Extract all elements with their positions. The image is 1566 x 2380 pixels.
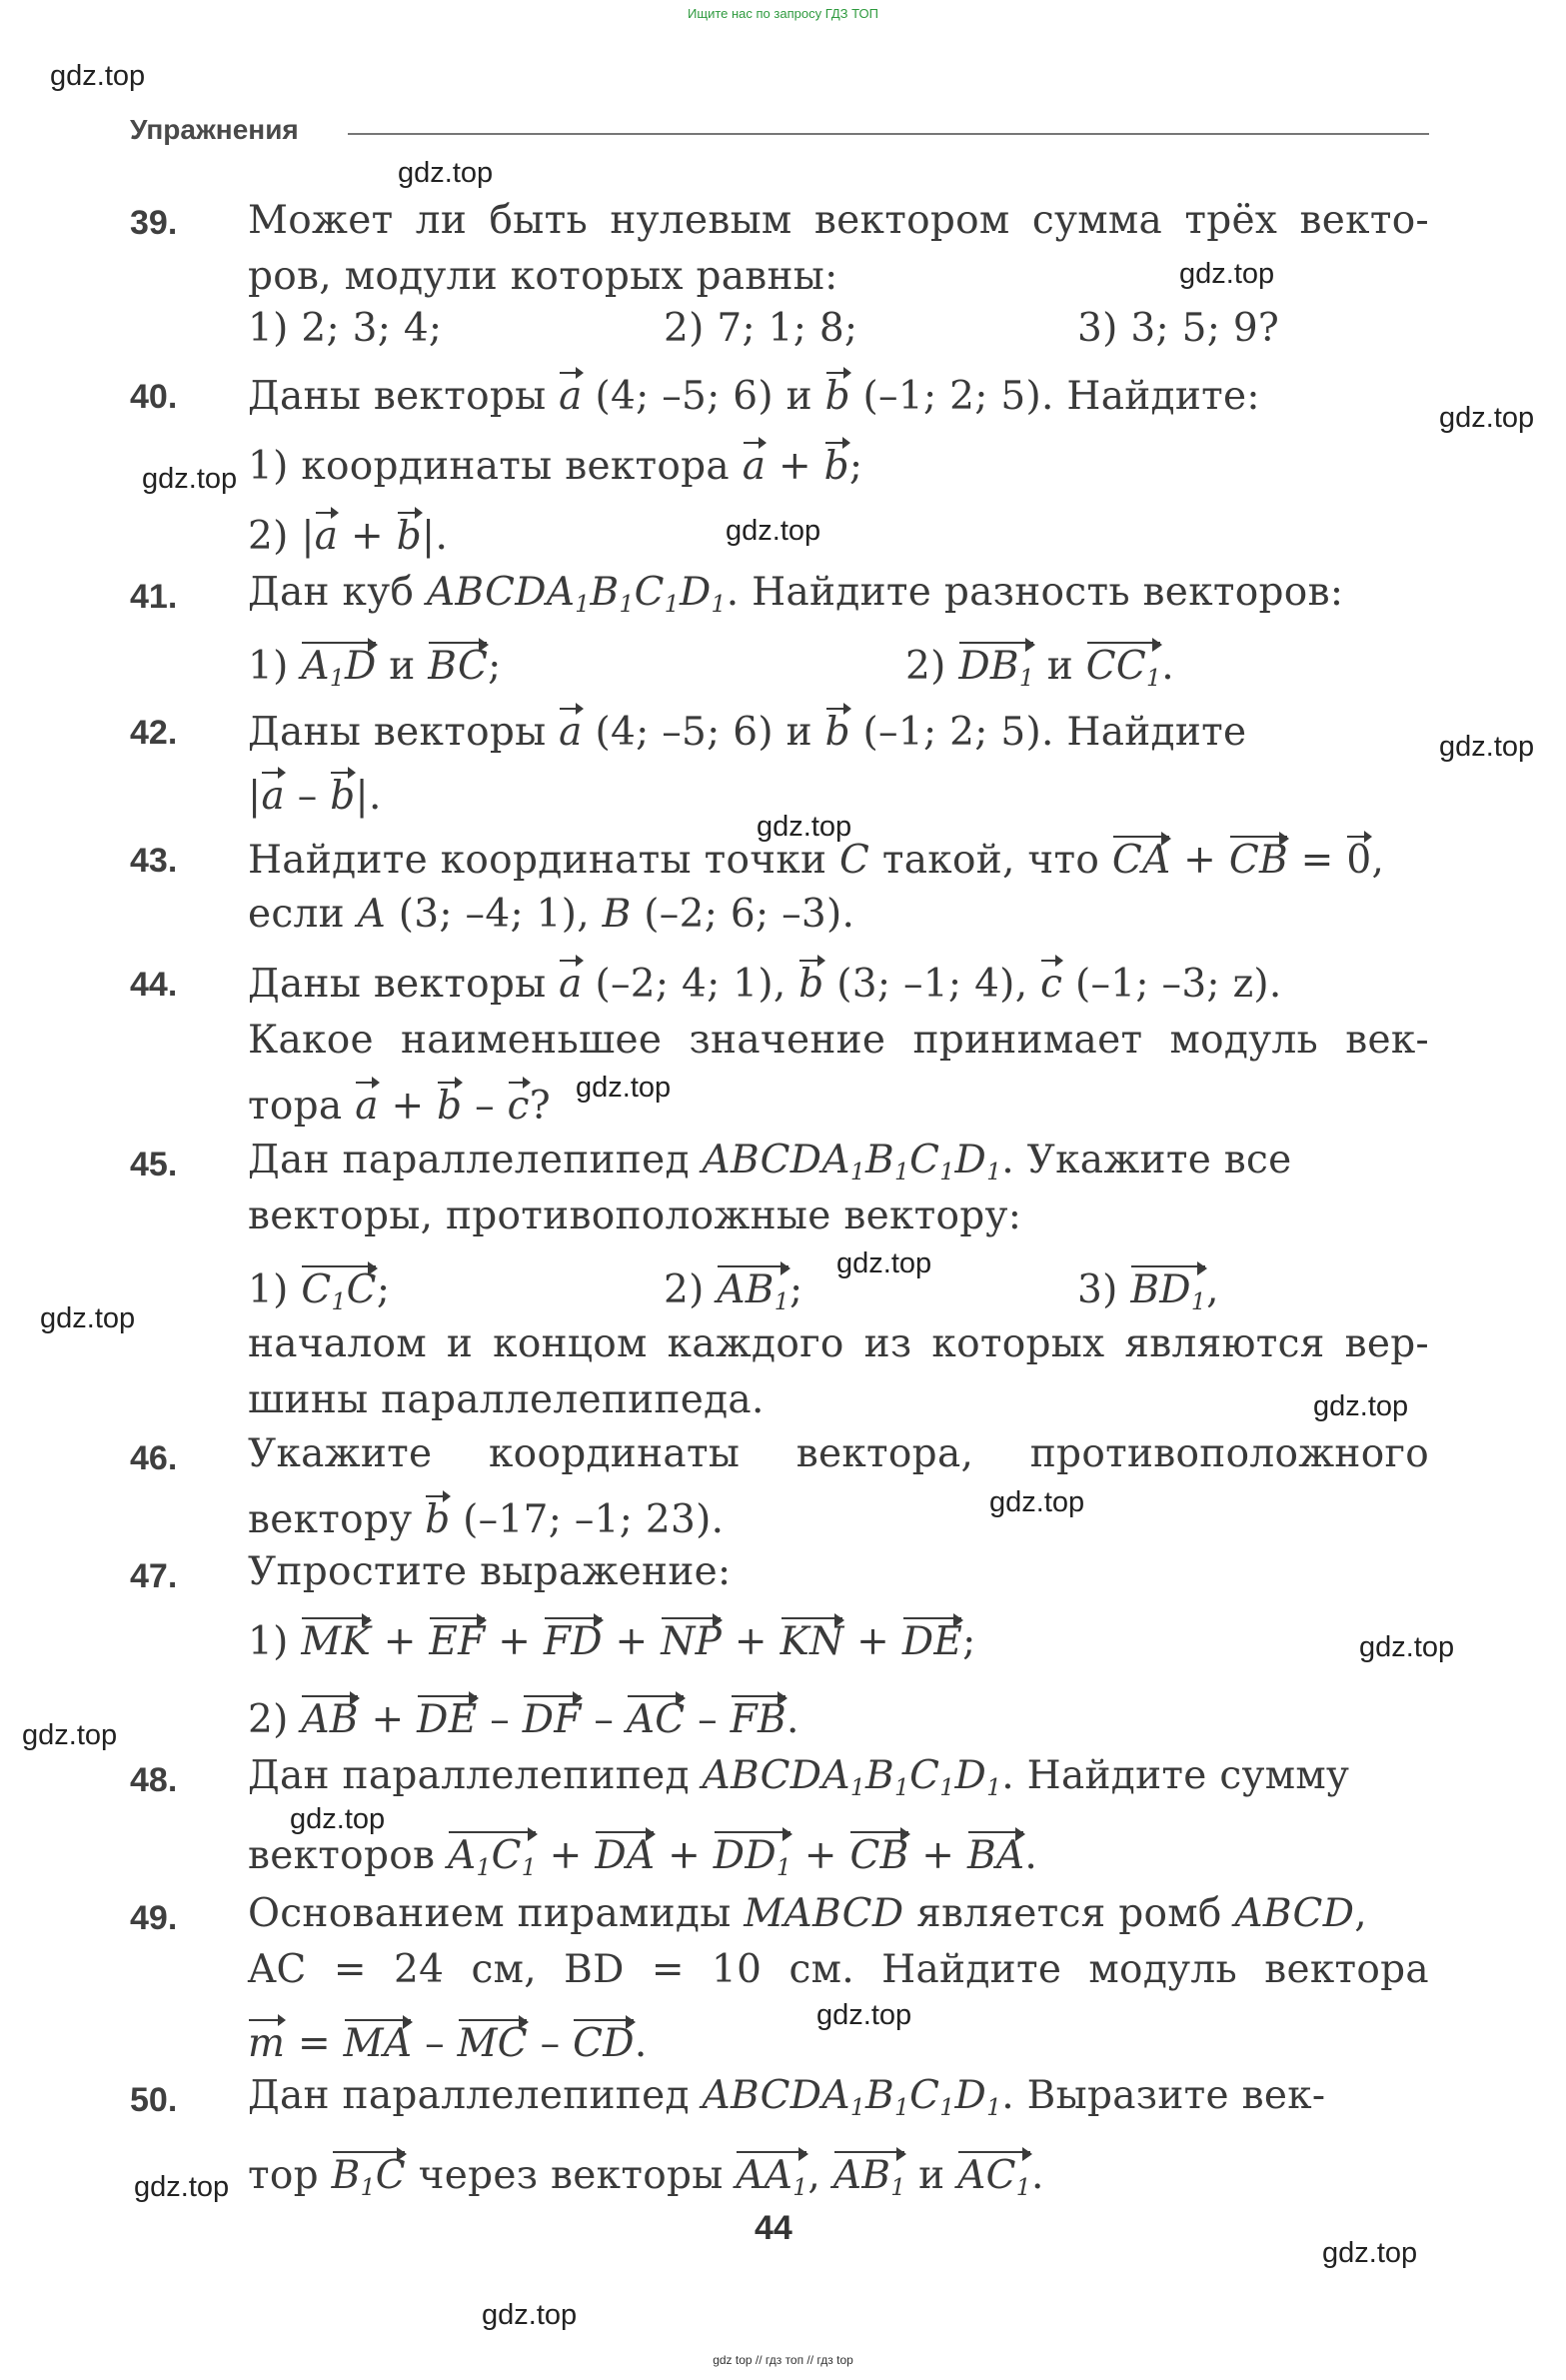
exercise-text [248,1753,1349,1810]
text: 2) [248,514,289,559]
text: Дан параллелепипед [248,1138,690,1183]
text: (–1; –3; z). [1074,962,1282,1007]
vector-a: a [559,370,583,420]
text: 1) [248,1267,289,1312]
text: такой, что [881,838,1100,883]
exercise-text: векторы, противоположные вектору: [248,1193,1022,1238]
option: 2) 7; 1; 8; [664,306,858,351]
text: Даны векторы [248,962,547,1007]
exercise-number: 48. [130,1761,178,1799]
watermark: gdz.top [1359,1631,1455,1663]
exercise-number: 46. [130,1439,178,1477]
text: (4; –5; 6) и [595,374,812,419]
exercise-number: 49. [130,1899,178,1937]
exercise-number: 39. [130,204,178,242]
point: C [839,838,870,883]
watermark: gdz.top [290,1803,386,1835]
exercise-text: Основанием пирамиды MABCD является ромб ABCD, [248,1891,1367,1936]
exercise-text [248,370,1260,420]
vector: $C_1C$ [301,1263,376,1324]
watermark: gdz.top [134,2171,230,2203]
exercise-text: шины параллелепипеда. [248,1377,765,1422]
vector-b: b [824,440,849,490]
exercise-text [248,570,1343,627]
exercise-text [248,1493,724,1543]
watermark: gdz.top [726,515,821,547]
option: 2) AB + DE – DF – AC – FB. [248,1693,799,1743]
text: Даны векторы [248,710,547,755]
watermark: gdz.top [22,1719,118,1751]
exercise-text: AC = 24 см, BD = 10 см. Найдите модуль вектора [248,1947,1429,1992]
section-title: Упражнения [130,114,299,145]
bottom-banner: gdz top // гдз топ // гдз top [713,2353,853,2367]
text: 1) [248,1619,289,1664]
vector-c: c [1040,958,1062,1008]
modulus: |a – b| [248,774,369,819]
watermark: gdz.top [576,1072,672,1104]
watermark: gdz.top [398,157,494,189]
vector-a: a [559,958,583,1008]
watermark: gdz.top [1439,402,1535,434]
text: 2) [248,1697,289,1742]
option: 1) $A_1D$ и BC; [248,640,502,701]
text: если [248,892,345,937]
exercise-text: m = MA – MC – CD. [248,2017,648,2067]
text: Дан параллелепипед [248,2073,690,2118]
text: тора [248,1084,343,1129]
text: 3) [1077,1267,1118,1312]
option: 2) $DB_1$ и $CC_1$. [905,640,1174,701]
watermark: gdz.top [142,463,238,495]
option: 1) 2; 3; 4; [248,306,443,351]
exercise-text: началом и концом каждого из которых являются вер- [248,1321,1429,1366]
exercise-number: 43. [130,842,178,880]
vector: BC [428,640,488,690]
figure-name: $ABCDA_1B_1C_1D_1$ [702,1753,1002,1802]
modulus: |a + b| [301,514,435,559]
vector: $CC_1$ [1086,640,1161,701]
watermark: gdz.top [836,1247,932,1279]
text: и [389,644,416,689]
exercise-text [248,1138,1292,1194]
exercise-number: 47. [130,1557,178,1595]
exercise-text: векторов $A_1C_1$ + DA + $DD_1$ + CB + BA. [248,1829,1037,1890]
figure-name: $ABCDA_1B_1C_1D_1$ [702,2073,1002,2122]
vector-b: b [825,706,850,756]
exercise-number: 40. [130,378,178,416]
page-number: 44 [755,2209,792,2247]
text: (–1; 2; 5). Найдите [862,710,1247,755]
text: является ромб [916,1891,1222,1936]
text: . Найдите разность векторов: [726,570,1344,615]
exercise-number: 50. [130,2081,178,2119]
vector-b: b [825,370,850,420]
text: и [1046,644,1074,689]
option: 2) $AB_1$; [664,1263,802,1324]
watermark: gdz.top [989,1486,1085,1518]
vector-b: b [425,1493,450,1543]
cube-name: $ABCDA_1B_1C_1D_1$ [426,570,727,619]
text: 1) [248,644,289,689]
watermark: gdz.top [1322,2237,1418,2269]
text: Даны векторы [248,374,547,419]
option: 3) 3; 5; 9? [1077,306,1280,351]
figure-name: $ABCDA_1B_1C_1D_1$ [702,1138,1002,1187]
vector: CA [1112,834,1171,884]
vector-a: a [559,706,583,756]
watermark: gdz.top [1179,258,1275,290]
text: тор [248,2153,319,2198]
option: 1) $C_1C$; [248,1263,390,1324]
text: (3; –1; 4), [836,962,1028,1007]
text: 1) координаты вектора [248,444,730,489]
option: 1) MK + EF + FD + NP + KN + DE; [248,1615,976,1665]
text: Дан куб [248,570,415,615]
watermark: gdz.top [40,1302,136,1334]
exercise-text: |a – b|. [248,770,382,820]
text: (–1; 2; 5). Найдите: [862,374,1260,419]
watermark: gdz.top [50,60,146,92]
exercise-text: тор $B_1C$ через векторы $AA_1$, $AB_1$ и $AC_1$. [248,2149,1044,2210]
zero-vector: 0 [1346,834,1371,884]
exercise-number: 45. [130,1146,178,1184]
text: . Найдите сумму [1001,1753,1350,1798]
exercise-text: 2) |a + b|. [248,510,448,560]
exercise-text: Укажите координаты вектора, противоположного [248,1431,1429,1476]
exercise-text [248,706,1246,756]
exercise-number: 41. [130,578,178,616]
text: Дан параллелепипед [248,1753,690,1798]
vector: $A_1D$ [301,640,376,701]
text: . Укажите все [1001,1138,1292,1183]
text: (4; –5; 6) и [595,710,812,755]
text: вектору [248,1497,413,1542]
text: векторов [248,1833,436,1878]
text: 2) [664,1267,705,1312]
exercise-text [248,958,1282,1008]
exercise-text: Какое наименьшее значение принимает модуль век- [248,1018,1429,1063]
section-rule [348,133,1429,135]
watermark: gdz.top [1313,1390,1409,1422]
text: . Выразите век- [1001,2073,1326,2118]
vector: $AB_1$ [717,1263,789,1324]
exercise-text [248,2073,1325,2130]
exercise-number: 44. [130,966,178,1004]
exercise-text: 1) координаты вектора a + b; [248,440,862,490]
vector: $BD_1$ [1130,1263,1206,1324]
text: 2) [905,644,946,689]
watermark: gdz.top [816,1999,912,2031]
text: через векторы [418,2153,724,2198]
exercise-number: 42. [130,714,178,752]
vector: $DB_1$ [958,640,1034,701]
text: (–17; –1; 23). [463,1497,725,1542]
watermark: gdz.top [757,811,852,843]
exercise-text: Может ли быть нулевым вектором сумма трёх векто- [248,198,1429,243]
watermark: gdz.top [482,2299,578,2331]
vector-b: b [798,958,823,1008]
exercise-text: Упростите выражение: [248,1549,732,1594]
text: и [918,2153,945,2198]
option: 3) $BD_1$, [1077,1263,1219,1324]
text: (–2; 4; 1), [595,962,786,1007]
exercise-text: тора a + b – c? [248,1080,551,1130]
exercise-text: ров, модули которых равны: [248,254,838,299]
exercise-text: Найдите координаты точки C такой, что CA + CB = 0, [248,834,1384,884]
exercise-text: если A (3; –4; 1), B (–2; 6; –3). [248,892,855,937]
top-banner: Ищите нас по запросу ГДЗ ТОП [688,6,878,21]
vector-a: a [743,440,767,490]
watermark: gdz.top [1439,731,1535,763]
text: Найдите координаты точки [248,838,827,883]
text: Основанием пирамиды [248,1891,732,1936]
vector: CB [1229,834,1288,884]
